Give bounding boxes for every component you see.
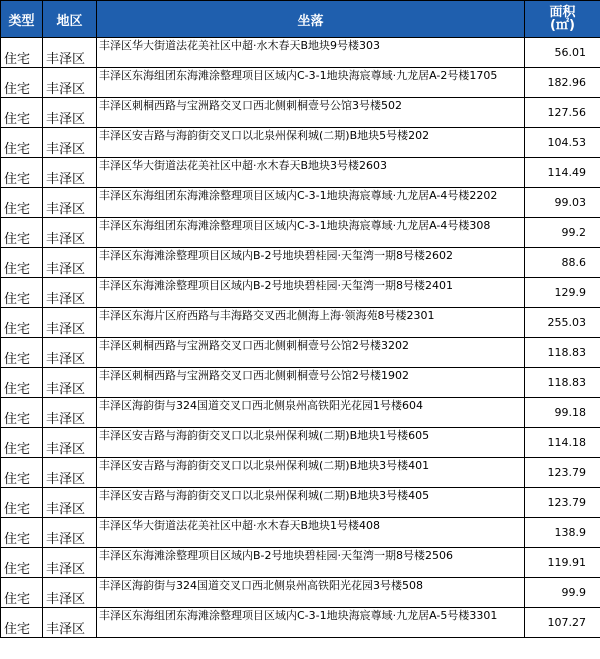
cell-address: 丰泽区东海滩涂整理项目区域内B-2号地块碧桂园·天玺湾一期8号楼2602 xyxy=(97,248,525,278)
cell-type: 住宅 xyxy=(1,578,43,608)
cell-area: 118.83 xyxy=(525,338,600,368)
table-row xyxy=(1,68,600,98)
cell-type: 住宅 xyxy=(1,158,43,188)
cell-address: 丰泽区东海组团东海滩涂整理项目区域内C-3-1地块海宸尊域·九龙居A-5号楼3301 xyxy=(97,608,525,638)
cell-district: 丰泽区 xyxy=(43,428,97,458)
cell-district: 丰泽区 xyxy=(43,578,97,608)
cell-address: 丰泽区海韵街与324国道交叉口西北侧泉州高铁阳光花园1号楼604 xyxy=(97,398,525,428)
cell-district: 丰泽区 xyxy=(43,308,97,338)
cell-district: 丰泽区 xyxy=(43,68,97,98)
cell-address: 丰泽区刺桐西路与宝洲路交叉口西北侧刺桐壹号公馆2号楼1902 xyxy=(97,368,525,398)
table-row xyxy=(1,248,600,278)
cell-type: 住宅 xyxy=(1,98,43,128)
cell-district: 丰泽区 xyxy=(43,458,97,488)
table-row xyxy=(1,338,600,368)
cell-district: 丰泽区 xyxy=(43,38,97,68)
cell-area: 255.03 xyxy=(525,308,600,338)
cell-district: 丰泽区 xyxy=(43,608,97,638)
table-row xyxy=(1,398,600,428)
cell-address: 丰泽区东海片区府西路与丰海路交叉西北侧海上海·领海苑8号楼2301 xyxy=(97,308,525,338)
cell-type: 住宅 xyxy=(1,608,43,638)
cell-area: 119.91 xyxy=(525,548,600,578)
cell-area: 107.27 xyxy=(525,608,600,638)
cell-address: 丰泽区安吉路与海韵街交叉口以北泉州保利城(二期)B地块3号楼401 xyxy=(97,458,525,488)
cell-address: 丰泽区东海滩涂整理项目区域内B-2号地块碧桂园·天玺湾一期8号楼2506 xyxy=(97,548,525,578)
table-row xyxy=(1,578,600,608)
header-area xyxy=(525,1,600,38)
cell-district: 丰泽区 xyxy=(43,398,97,428)
table-row xyxy=(1,188,600,218)
header-area-unit: (㎡) xyxy=(550,18,575,33)
cell-type: 住宅 xyxy=(1,278,43,308)
cell-type: 住宅 xyxy=(1,188,43,218)
cell-area: 99.03 xyxy=(525,188,600,218)
cell-district: 丰泽区 xyxy=(43,248,97,278)
cell-area: 123.79 xyxy=(525,488,600,518)
cell-district: 丰泽区 xyxy=(43,128,97,158)
cell-address: 丰泽区安吉路与海韵街交叉口以北泉州保利城(二期)B地块3号楼405 xyxy=(97,488,525,518)
table-row xyxy=(1,458,600,488)
header-area-label: 面积 xyxy=(549,5,576,20)
header-row xyxy=(1,1,600,38)
cell-area: 99.18 xyxy=(525,398,600,428)
header-address: 坐落 xyxy=(97,1,525,38)
table-row xyxy=(1,218,600,248)
cell-district: 丰泽区 xyxy=(43,158,97,188)
cell-address: 丰泽区东海滩涂整理项目区域内B-2号地块碧桂园·天玺湾一期8号楼2401 xyxy=(97,278,525,308)
header-type: 类型 xyxy=(1,1,43,38)
cell-type: 住宅 xyxy=(1,68,43,98)
cell-district: 丰泽区 xyxy=(43,488,97,518)
cell-area: 114.18 xyxy=(525,428,600,458)
cell-area: 88.6 xyxy=(525,248,600,278)
table-row xyxy=(1,608,600,638)
table-row xyxy=(1,278,600,308)
cell-area: 99.2 xyxy=(525,218,600,248)
cell-type: 住宅 xyxy=(1,458,43,488)
cell-address: 丰泽区东海组团东海滩涂整理项目区域内C-3-1地块海宸尊域·九龙居A-2号楼1705 xyxy=(97,68,525,98)
cell-type: 住宅 xyxy=(1,218,43,248)
cell-area: 138.9 xyxy=(525,518,600,548)
cell-district: 丰泽区 xyxy=(43,98,97,128)
cell-type: 住宅 xyxy=(1,548,43,578)
cell-area: 127.56 xyxy=(525,98,600,128)
cell-address: 丰泽区华大街道法花美社区中超·水木春天B地块9号楼303 xyxy=(97,38,525,68)
cell-address: 丰泽区安吉路与海韵街交叉口以北泉州保利城(二期)B地块1号楼605 xyxy=(97,428,525,458)
cell-area: 114.49 xyxy=(525,158,600,188)
cell-address: 丰泽区东海组团东海滩涂整理项目区域内C-3-1地块海宸尊域·九龙居A-4号楼2202 xyxy=(97,188,525,218)
cell-district: 丰泽区 xyxy=(43,278,97,308)
header-district: 地区 xyxy=(43,1,97,38)
cell-district: 丰泽区 xyxy=(43,518,97,548)
cell-address: 丰泽区东海组团东海滩涂整理项目区域内C-3-1地块海宸尊域·九龙居A-4号楼308 xyxy=(97,218,525,248)
cell-area: 118.83 xyxy=(525,368,600,398)
table-body xyxy=(1,38,600,638)
cell-type: 住宅 xyxy=(1,398,43,428)
cell-address: 丰泽区安吉路与海韵街交叉口以北泉州保利城(二期)B地块5号楼202 xyxy=(97,128,525,158)
cell-area: 104.53 xyxy=(525,128,600,158)
cell-address: 丰泽区刺桐西路与宝洲路交叉口西北侧刺桐壹号公馆2号楼3202 xyxy=(97,338,525,368)
table-row xyxy=(1,158,600,188)
cell-district: 丰泽区 xyxy=(43,218,97,248)
table-row xyxy=(1,128,600,158)
cell-type: 住宅 xyxy=(1,518,43,548)
table-row xyxy=(1,518,600,548)
cell-address: 丰泽区华大街道法花美社区中超·水木春天B地块3号楼2603 xyxy=(97,158,525,188)
cell-address: 丰泽区刺桐西路与宝洲路交叉口西北侧刺桐壹号公馆3号楼502 xyxy=(97,98,525,128)
cell-area: 99.9 xyxy=(525,578,600,608)
cell-area: 56.01 xyxy=(525,38,600,68)
table-row xyxy=(1,38,600,68)
cell-type: 住宅 xyxy=(1,338,43,368)
cell-area: 129.9 xyxy=(525,278,600,308)
table-row xyxy=(1,98,600,128)
cell-type: 住宅 xyxy=(1,368,43,398)
table-row xyxy=(1,308,600,338)
table-row xyxy=(1,548,600,578)
cell-district: 丰泽区 xyxy=(43,548,97,578)
cell-address: 丰泽区海韵街与324国道交叉口西北侧泉州高铁阳光花园3号楼508 xyxy=(97,578,525,608)
table-header xyxy=(1,1,600,38)
cell-district: 丰泽区 xyxy=(43,188,97,218)
table-row xyxy=(1,488,600,518)
cell-area: 182.96 xyxy=(525,68,600,98)
cell-district: 丰泽区 xyxy=(43,338,97,368)
table-row xyxy=(1,428,600,458)
table-row xyxy=(1,368,600,398)
cell-area: 123.79 xyxy=(525,458,600,488)
cell-address: 丰泽区华大街道法花美社区中超·水木春天B地块1号楼408 xyxy=(97,518,525,548)
cell-type: 住宅 xyxy=(1,248,43,278)
cell-district: 丰泽区 xyxy=(43,368,97,398)
cell-type: 住宅 xyxy=(1,38,43,68)
cell-type: 住宅 xyxy=(1,488,43,518)
cell-type: 住宅 xyxy=(1,308,43,338)
cell-type: 住宅 xyxy=(1,428,43,458)
cell-type: 住宅 xyxy=(1,128,43,158)
